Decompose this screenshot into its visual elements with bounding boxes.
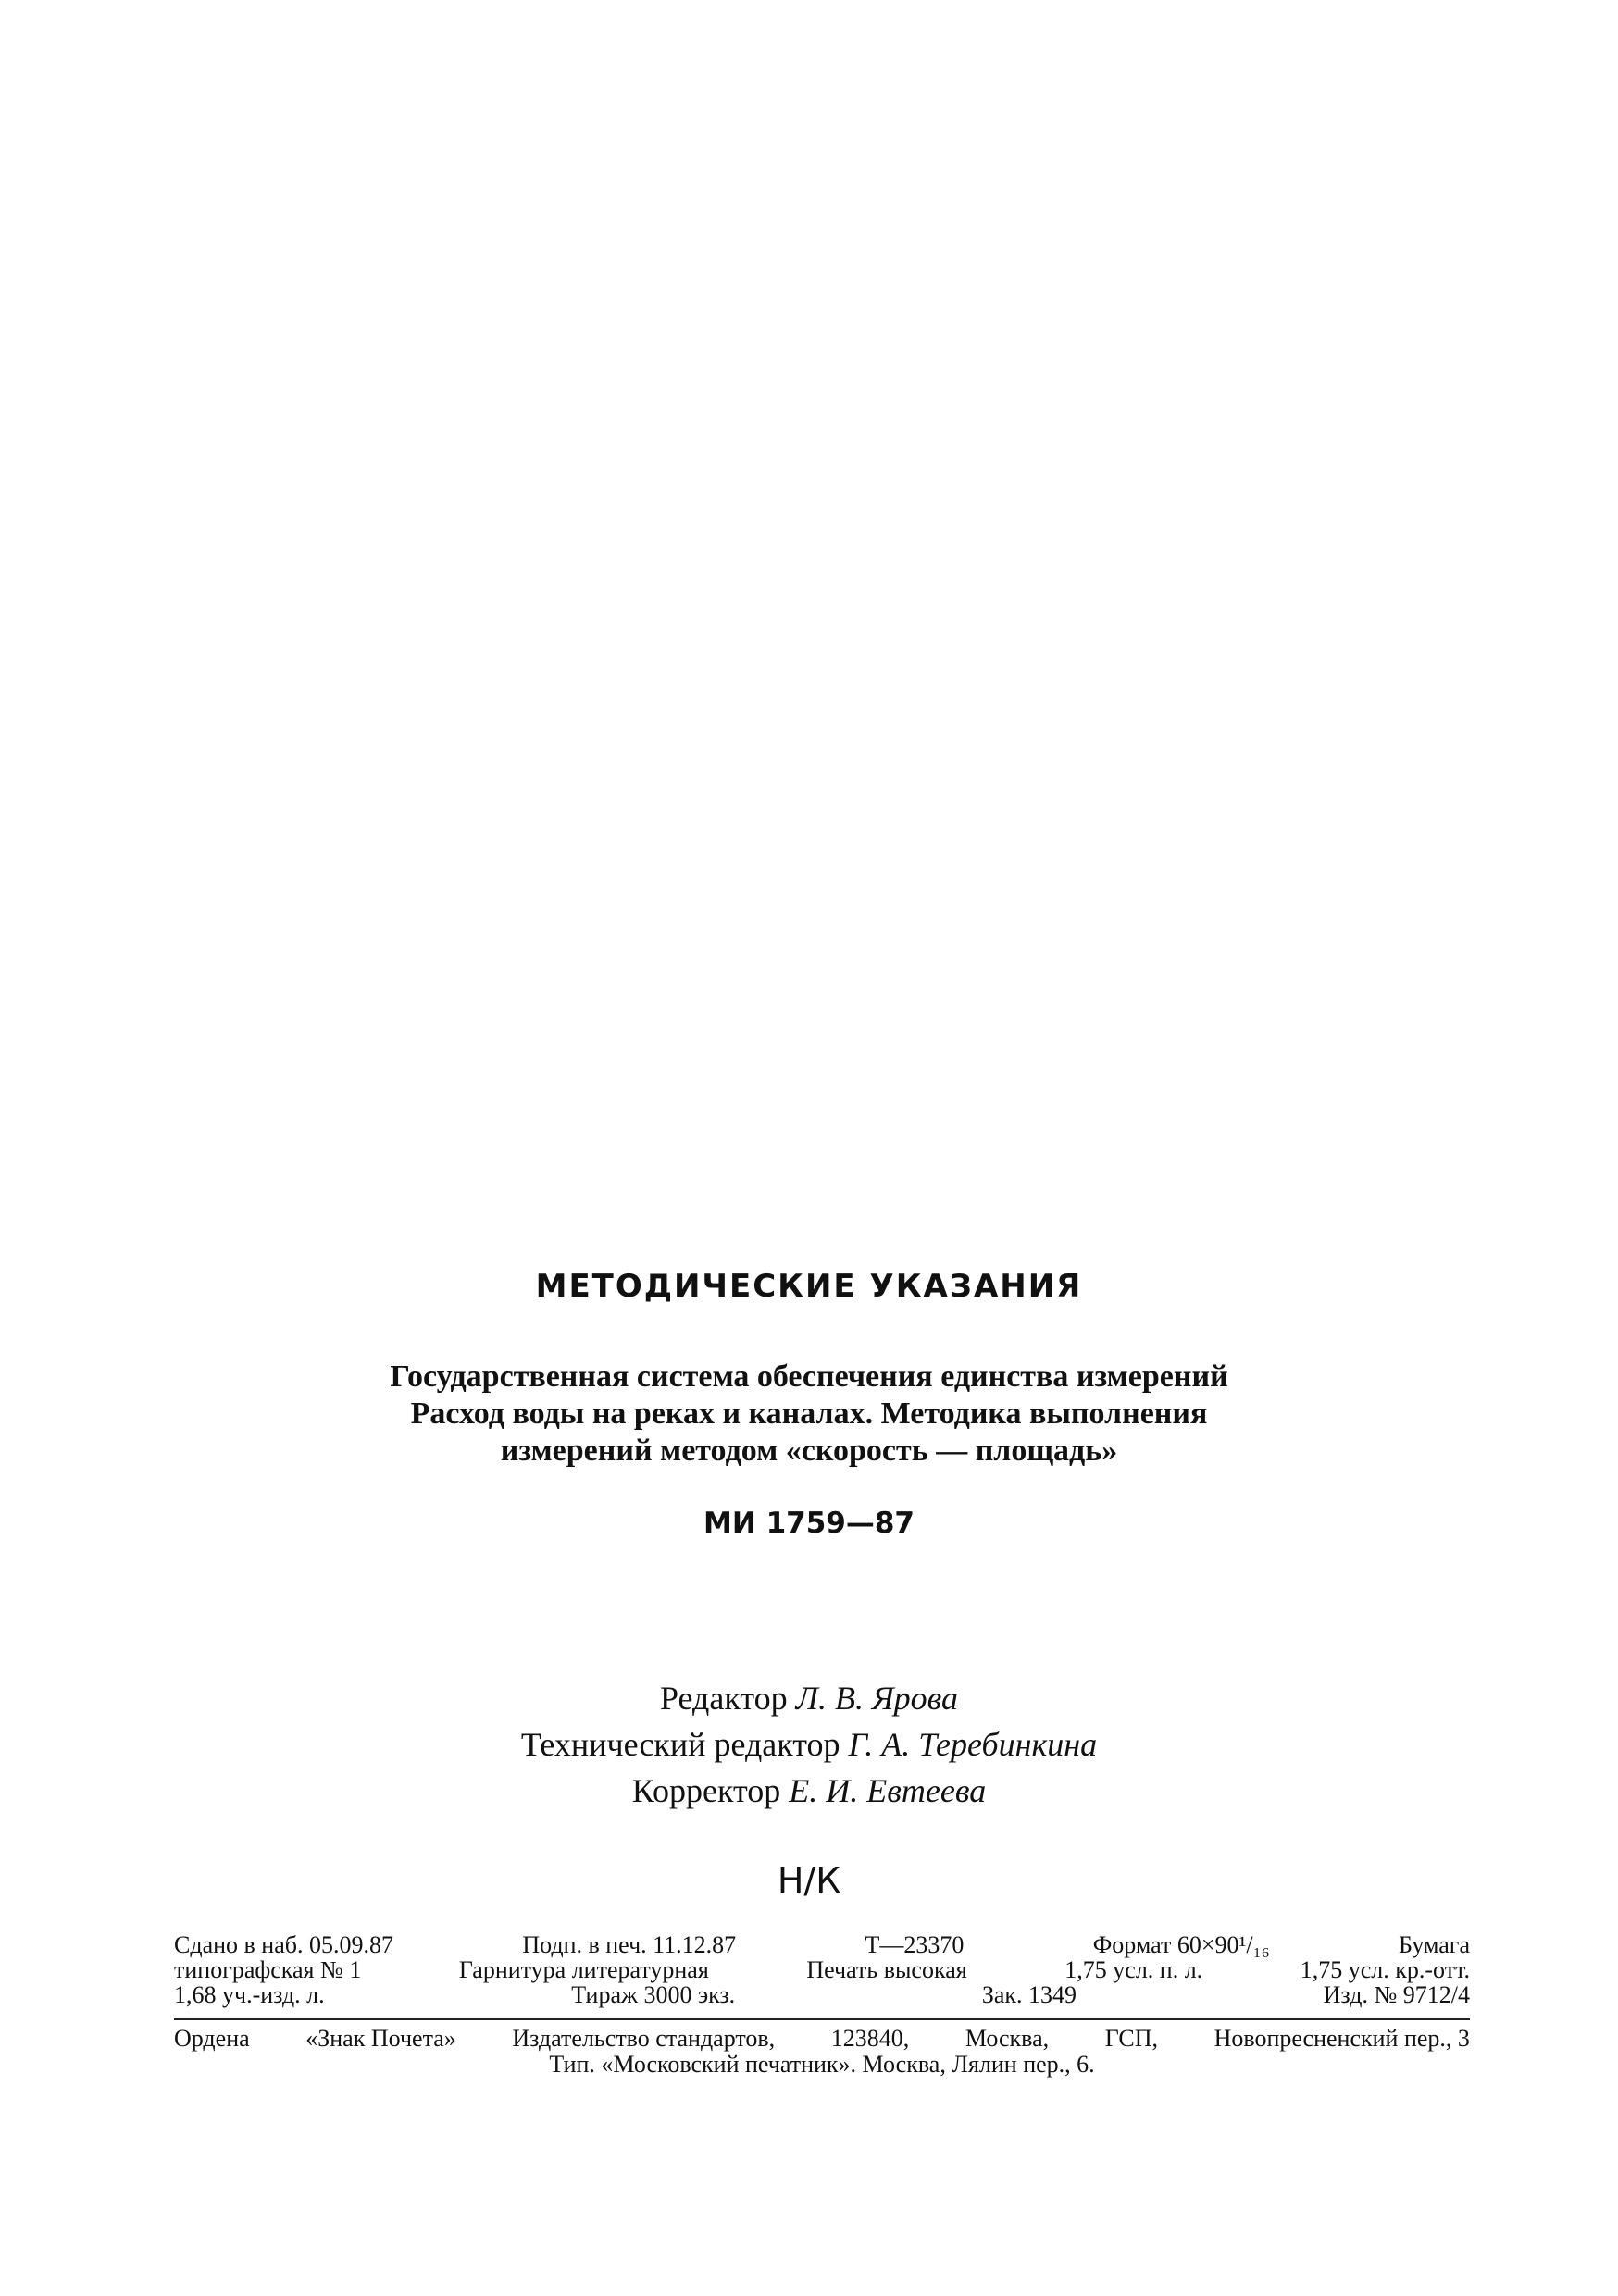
credit-name: Л. В. Ярова bbox=[795, 1680, 959, 1717]
nk-mark: Н/К bbox=[777, 1860, 841, 1901]
imprint-item: Печать высокая bbox=[806, 1956, 967, 1983]
footer-item: Ордена bbox=[174, 2025, 250, 2052]
subtitle-line: измерений методом «скорость — площадь» bbox=[500, 1433, 1118, 1468]
imprint-item: 1,75 усл. кр.-отт. bbox=[1300, 1956, 1470, 1983]
imprint-line bbox=[174, 1982, 1470, 2007]
credit-role: Технический редактор bbox=[520, 1726, 840, 1763]
credit-role: Редактор bbox=[659, 1680, 788, 1717]
footer-item: Издательство стандартов, bbox=[512, 2025, 776, 2052]
subtitle-line: Расход воды на реках и каналах. Методика выполнения bbox=[410, 1396, 1208, 1431]
imprint-item: 1,68 уч.-изд. л. bbox=[174, 1981, 325, 2008]
imprint-line bbox=[174, 1932, 1470, 1957]
footer-line: Тип. «Московский печатник». Москва, Лялин пер., 6. bbox=[549, 2051, 1095, 2078]
imprint-item: Зак. 1349 bbox=[981, 1981, 1077, 2008]
imprint-item: Изд. № 9712/4 bbox=[1323, 1981, 1470, 2008]
credit-name: Г. А. Теребинкина bbox=[848, 1726, 1098, 1763]
document-code: МИ 1759—87 bbox=[703, 1507, 915, 1540]
imprint-line bbox=[174, 1957, 1470, 1982]
footer-item: ГСП, bbox=[1104, 2025, 1158, 2052]
imprint-item: Сдано в наб. 05.09.87 bbox=[174, 1931, 393, 1958]
footer-item: 123840, bbox=[830, 2025, 910, 2052]
imprint-item: Т—23370 bbox=[865, 1931, 965, 1958]
document-header: МЕТОДИЧЕСКИЕ УКАЗАНИЯ bbox=[535, 1268, 1083, 1305]
imprint-item: Тираж 3000 экз. bbox=[571, 1981, 736, 2008]
credits-block bbox=[0, 1675, 1618, 1814]
document-subtitle bbox=[0, 1359, 1618, 1470]
footer-item: Новопресненский пер., 3 bbox=[1214, 2025, 1470, 2052]
imprint-item: Формат 60×90¹/₁₆ bbox=[1092, 1931, 1270, 1958]
credit-name: Е. И. Евтеева bbox=[789, 1772, 987, 1809]
imprint-item: Гарнитура литературная bbox=[458, 1956, 709, 1983]
imprint-item: Бумага bbox=[1399, 1931, 1470, 1958]
publisher-footer bbox=[174, 2026, 1470, 2078]
divider-rule bbox=[174, 2018, 1470, 2020]
imprint-item: 1,75 усл. п. л. bbox=[1064, 1956, 1203, 1983]
imprint-block bbox=[174, 1932, 1470, 2007]
credit-editor bbox=[0, 1675, 1618, 1721]
footer-line bbox=[174, 2026, 1470, 2052]
credit-tech-editor bbox=[0, 1721, 1618, 1768]
subtitle-line: Государственная система обеспечения единства измерений bbox=[390, 1359, 1228, 1394]
footer-item: Москва, bbox=[965, 2025, 1050, 2052]
credit-proofreader bbox=[0, 1768, 1618, 1814]
imprint-item: Подп. в печ. 11.12.87 bbox=[522, 1931, 737, 1958]
imprint-item: типографская № 1 bbox=[174, 1956, 362, 1983]
credit-role: Корректор bbox=[631, 1772, 781, 1809]
footer-item: «Знак Почета» bbox=[305, 2025, 456, 2052]
